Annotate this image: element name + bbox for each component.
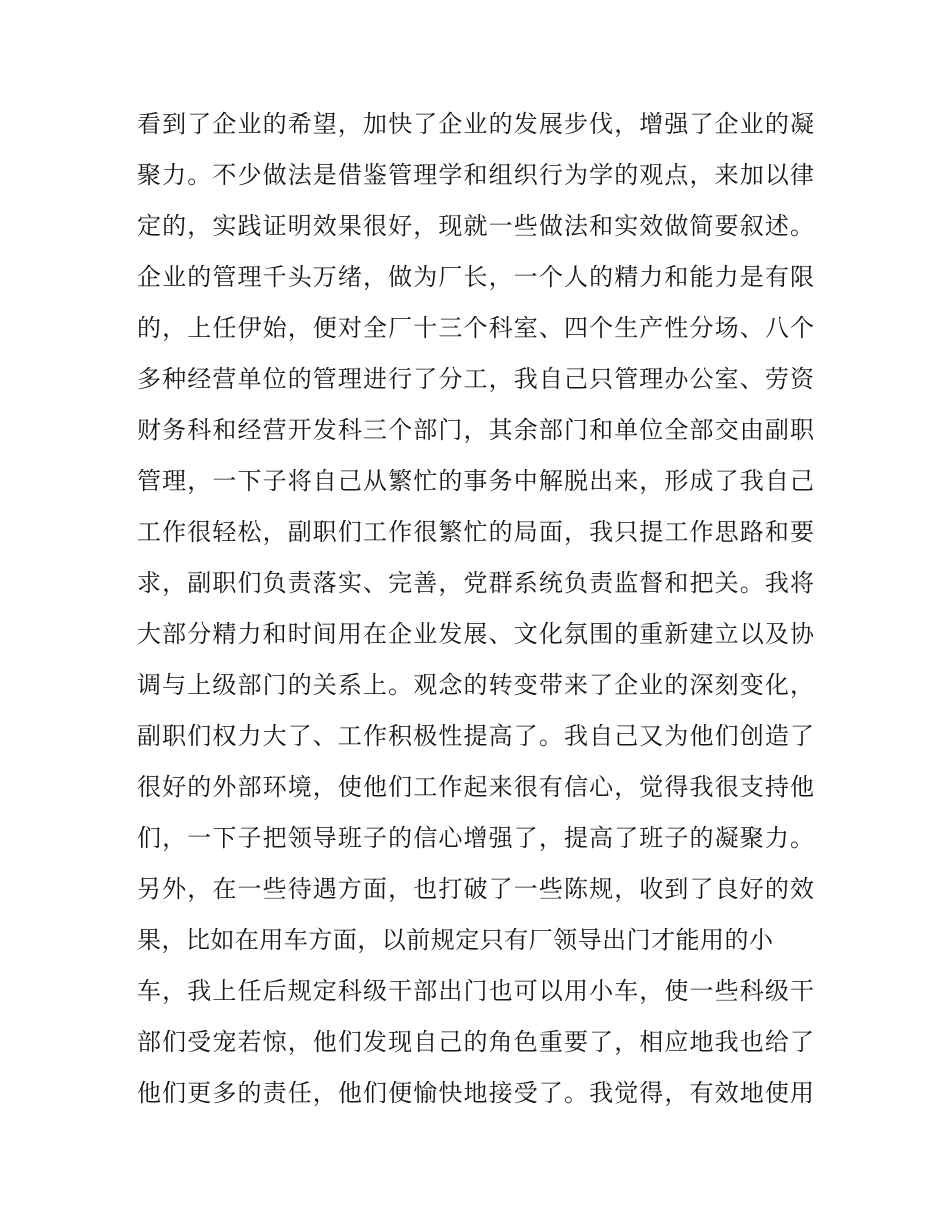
text-line: 的，上任伊始，便对全厂十三个科室、四个生产性分场、八个 xyxy=(137,316,814,342)
text-line: 工作很轻松，副职们工作很繁忙的局面，我只提工作思路和要 xyxy=(137,520,814,546)
text-line: 定的，实践证明效果很好，现就一些做法和实效做简要叙述。 xyxy=(137,214,814,240)
text-line: 副职们权力大了、工作积极性提高了。我自己又为他们创造了 xyxy=(137,724,814,750)
document-text-block xyxy=(137,100,817,1120)
text-line: 财务科和经营开发科三个部门，其余部门和单位全部交由副职 xyxy=(137,418,814,444)
text-line: 车，我上任后规定科级干部出门也可以用小车，使一些科级干 xyxy=(137,979,814,1005)
text-line: 企业的管理千头万绪，做为厂长，一个人的精力和能力是有限 xyxy=(137,265,814,291)
text-line: 看到了企业的希望，加快了企业的发展步伐，增强了企业的凝 xyxy=(137,112,814,138)
text-line: 管理，一下子将自己从繁忙的事务中解脱出来，形成了我自己 xyxy=(137,469,814,495)
text-line: 他们更多的责任，他们便愉快地接受了。我觉得，有效地使用 xyxy=(137,1081,814,1107)
text-line: 们，一下子把领导班子的信心增强了，提高了班子的凝聚力。 xyxy=(137,826,814,852)
text-line: 调与上级部门的关系上。观念的转变带来了企业的深刻变化， xyxy=(137,673,814,699)
text-line: 多种经营单位的管理进行了分工，我自己只管理办公室、劳资 xyxy=(137,367,814,393)
text-line: 大部分精力和时间用在企业发展、文化氛围的重新建立以及协 xyxy=(137,622,814,648)
text-line: 部们受宠若惊，他们发现自己的角色重要了，相应地我也给了 xyxy=(137,1030,814,1056)
text-line: 另外，在一些待遇方面，也打破了一些陈规，收到了良好的效 xyxy=(137,877,814,903)
text-line: 聚力。不少做法是借鉴管理学和组织行为学的观点，来加以律 xyxy=(137,163,814,189)
text-line: 很好的外部环境，使他们工作起来很有信心，觉得我很支持他 xyxy=(137,775,814,801)
text-line: 果，比如在用车方面，以前规定只有厂领导出门才能用的小 xyxy=(137,928,773,954)
text-line: 求，副职们负责落实、完善，党群系统负责监督和把关。我将 xyxy=(137,571,814,597)
